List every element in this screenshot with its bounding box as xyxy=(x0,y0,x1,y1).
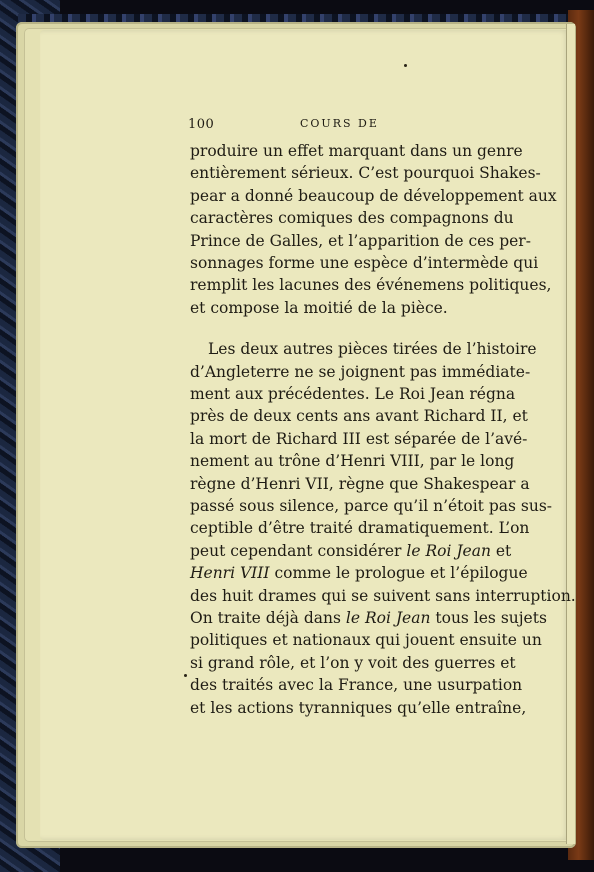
text-span: peut cependant considérer xyxy=(190,541,407,560)
text-span: et compose la moitié de la pièce. xyxy=(190,298,448,317)
text-line xyxy=(190,252,539,274)
text-line xyxy=(190,383,516,405)
text-line xyxy=(190,629,542,651)
text-span: sonnages forme une espèce d’intermède qui xyxy=(190,254,539,272)
text-line xyxy=(190,473,530,495)
text-line xyxy=(190,338,537,360)
text-span: ment aux précédentes. Le Roi Jean régna xyxy=(190,385,516,403)
text-span: règne d’Henri VII, règne que Shakespear a xyxy=(190,474,530,493)
text-span: caractères comiques des compagnons du xyxy=(190,209,514,228)
text-span: comme le prologue et l’épilogue xyxy=(269,564,528,583)
text-span: Les deux autres pièces tirées de l’histoire xyxy=(208,340,537,359)
text-line xyxy=(190,428,528,450)
text-line xyxy=(190,162,541,184)
text-line xyxy=(190,585,576,607)
text-line xyxy=(190,495,553,517)
facing-page-edge xyxy=(566,24,575,844)
text-line xyxy=(190,607,547,629)
text-span: pear a donné beaucoup de développement aux xyxy=(190,186,557,205)
ink-speck xyxy=(404,64,407,67)
text-line xyxy=(190,207,514,229)
italic-title: Henri VIII xyxy=(190,564,270,583)
text-span: entièrement sérieux. C’est pourquoi Shakes- xyxy=(190,164,541,183)
text-line xyxy=(190,517,530,539)
text-line xyxy=(190,697,527,719)
ink-speck xyxy=(184,674,187,677)
text-span: des huit drames qui se suivent sans interruption. xyxy=(190,586,576,605)
text-line xyxy=(190,140,523,162)
text-span: passé sous silence, parce qu’il n’étoit pas sus- xyxy=(190,497,553,515)
running-head xyxy=(188,117,510,135)
italic-title: le Roi Jean xyxy=(345,609,431,627)
text-line xyxy=(190,185,557,207)
text-line xyxy=(190,652,516,674)
text-line xyxy=(190,361,531,383)
text-line xyxy=(190,230,531,252)
text-line xyxy=(190,674,523,696)
text-span: politiques et nationaux qui jouent ensuite un xyxy=(190,631,542,650)
text-span: près de deux cents ans avant Richard II, et xyxy=(190,407,528,426)
text-span: Prince de Galles, et l’apparition de ces per- xyxy=(190,231,531,250)
text-span: si grand rôle, et l’on y voit des guerres et xyxy=(190,653,516,672)
text-line xyxy=(190,450,515,472)
text-line xyxy=(190,297,502,319)
text-span: nement au trône d’Henri VIII, par le long xyxy=(190,452,515,471)
text-line xyxy=(190,274,552,296)
text-span: On traite déjà dans xyxy=(190,609,346,627)
text-line xyxy=(190,540,512,562)
italic-title: le Roi Jean xyxy=(406,541,491,560)
text-line xyxy=(190,562,528,584)
text-span: tous les sujets xyxy=(430,609,547,627)
text-span: des traités avec la France, une usurpation xyxy=(190,676,523,695)
page-number: 100 xyxy=(188,117,215,132)
text-span: remplit les lacunes des événemens politiques, xyxy=(190,276,552,295)
running-title: COURS DE xyxy=(300,117,379,130)
text-line xyxy=(190,405,528,427)
text-span: et xyxy=(490,541,512,560)
text-span: produire un effet marquant dans un genre xyxy=(190,142,523,160)
text-span: d’Angleterre ne se joignent pas immédiate- xyxy=(190,362,531,381)
text-span: et les actions tyranniques qu’elle entraîne, xyxy=(190,698,527,717)
text-span: la mort de Richard III est séparée de l’avé- xyxy=(190,429,528,448)
text-span: ceptible d’être traité dramatiquement. L’on xyxy=(190,519,530,538)
